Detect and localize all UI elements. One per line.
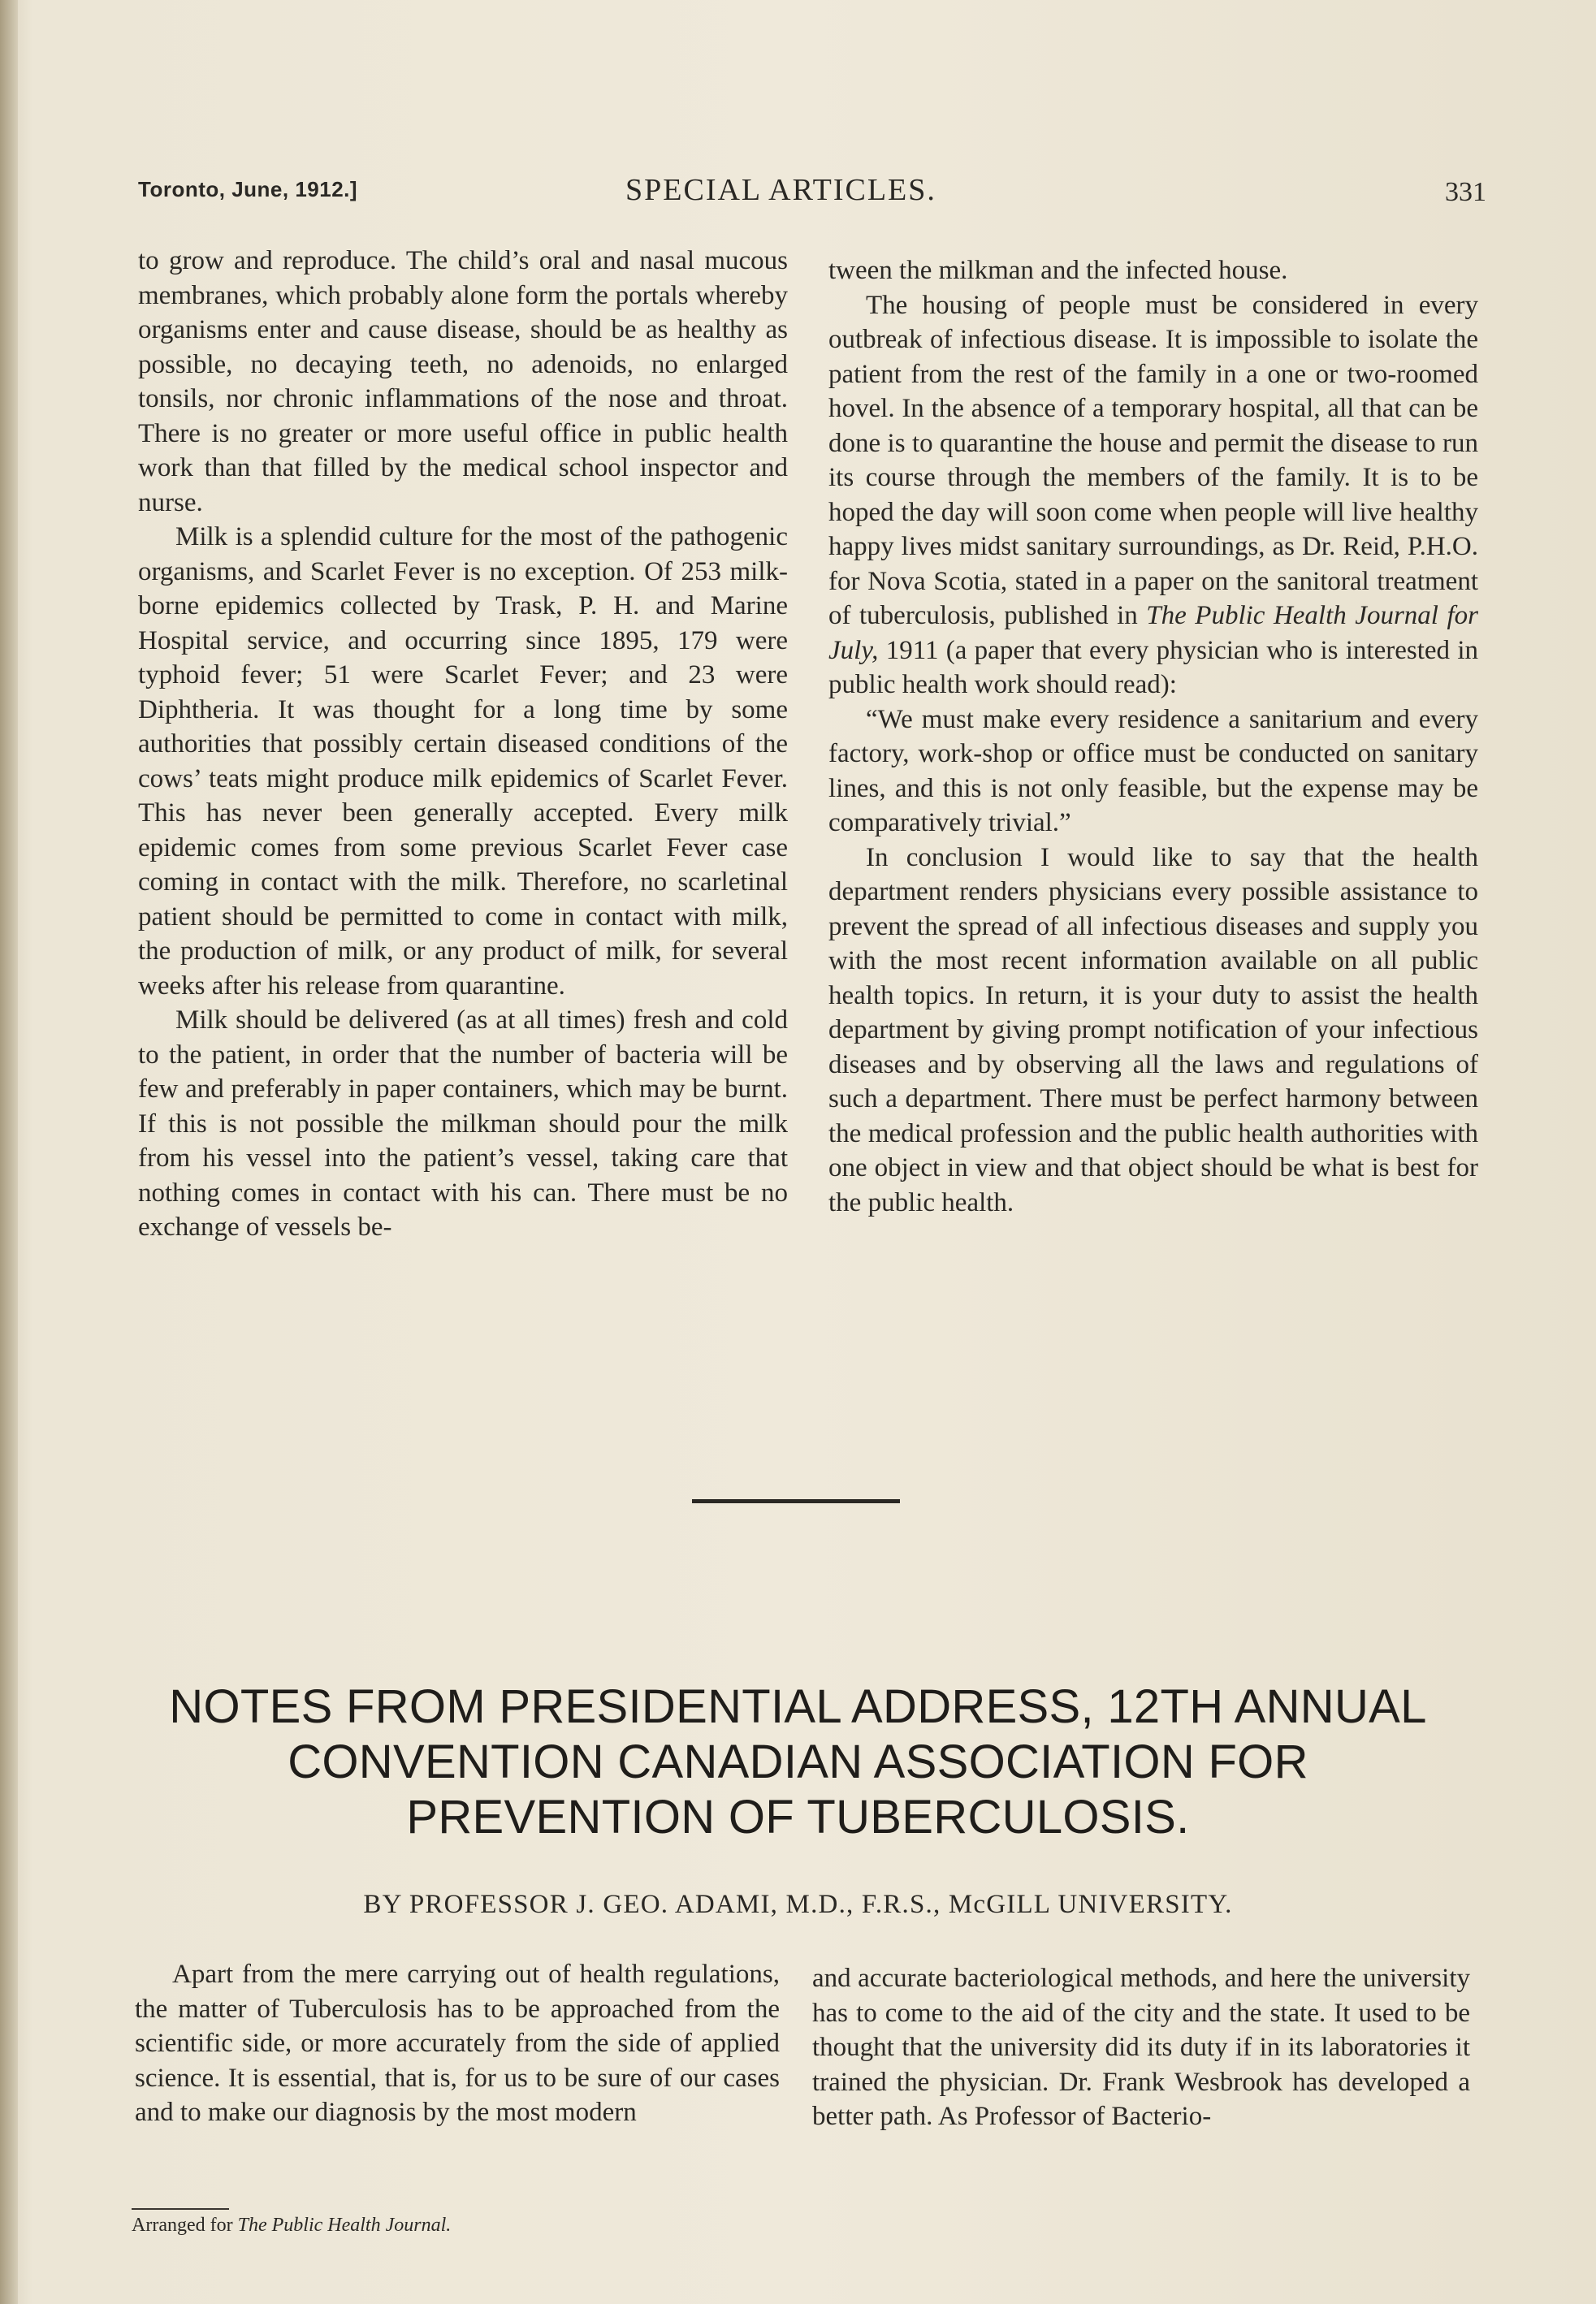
article-left-column <box>135 1957 780 2130</box>
paragraph: In conclusion I would like to say that the health department renders physicians every possible assistance to prevent the spread of all infectious diseases and supply you with the most recent information available on all public health topics. In return, it is your duty to assist the health department by giving prompt notification of your infectious diseases and by observing all the laws and regulations of such a department. There must be perfect harmony between the medical profession and the public health authorities with one object in view and that object should be what is best for the public health. <box>828 842 1478 1217</box>
article-title <box>97 1679 1499 1845</box>
paragraph: to grow and reproduce. The child’s oral and nasal mucous membranes, which probably alone form the portals whereby organisms enter and cause disease, should be as healthy as possible, no decaying teeth, no adenoids, no enlarged tonsils, nor chronic inflammations of the nose and throat. There is no greater or more useful office in public health work than that filled by the medical school inspector and nurse. <box>138 246 788 517</box>
paragraph: tween the milkman and the infected house. <box>828 256 1288 285</box>
paragraph: Milk is a splendid culture for the most of the pathogenic organisms, and Scarlet Fever is no exception. Of 253 milk-borne epidemics collected by Trask, P. H. and Marine Hospital service, and occurring since 1895, 179 were typhoid fever; 51 were Scarlet Fever; and 23 were Diphtheria. It was thought for a long time by some authorities that possibly certain diseased conditions of the cows’ teats might produce milk epidemics of Scarlet Fever. This has never been generally accepted. Every milk epidemic comes from some previous Scarlet Fever case coming in contact with the milk. Therefore, no scarletinal patient should be permitted to come in contact with milk, the production of milk, or any product of milk, for several weeks after his release from quarantine. <box>138 522 788 1001</box>
paragraph <box>828 288 1478 702</box>
previous-article-right-column <box>828 253 1478 1220</box>
paragraph: Apart from the mere carrying out of health regulations, the matter of Tuberculosis has to be approached from the scientific side, or more accurately from the side of applied science. It is essential, that is, for us to be sure of our cases and to make our diagnosis by the most modern <box>135 1960 780 2127</box>
paragraph-text: The housing of people must be considered in every outbreak of infectious disease. It is impossible to isolate the patient from the rest of the family in a one or two-roomed hovel. In the absence of a temporary hospital, all that can be done is to quarantine the house and permit the disease to run its course through the members of the family. It is to be hoped the day will soon come when people will live healthy happy lives midst sanitary surroundings, as Dr. Reid, P.H.O. for Nova Scotia, stated in a paper on the sanitoral treatment of tuberculosis, published in <box>828 290 1478 630</box>
footnote-text: Arranged for <box>132 2215 238 2236</box>
journal-citation: The Public Health Journal for July, <box>828 601 1478 665</box>
byline: BY PROFESSOR J. GEO. ADAMI, M.D., F.R.S., McGILL UNIVERSITY. <box>363 1890 1233 1919</box>
footnote-journal: The Public Health Journal. <box>237 2215 452 2236</box>
article-right-column <box>812 1961 1470 2134</box>
running-head-date: Toronto, June, 1912.] <box>138 177 358 201</box>
quotation: “We must make every residence a sanitarium and every factory, work-shop or office must be conducted on sanitary lines, and this is not only feasible, but the expense may be comparatively trivial.” <box>828 704 1478 837</box>
paragraph-text: 1911 (a paper that every physician who is interested in public health work should read): <box>828 635 1478 699</box>
section-divider <box>692 1499 900 1503</box>
binding-edge <box>0 0 18 2304</box>
footnote-rule <box>132 2208 229 2210</box>
running-head <box>138 172 1486 213</box>
paragraph: Milk should be delivered (as at all times) fresh and cold to the patient, in order that the number of bacteria will be few and preferably in paper containers, which may be burnt. If this is not possible the milkman should pour the milk from his vessel into the patient’s vessel, taking care that nothing comes in contact with his can. There must be no exchange of vessels be- <box>138 1005 788 1242</box>
title-line: PREVENTION OF TUBERCULOSIS. <box>406 1791 1190 1844</box>
running-head-section: SPECIAL ARTICLES. <box>625 173 936 207</box>
title-line: NOTES FROM PRESIDENTIAL ADDRESS, 12TH ANNUAL <box>169 1680 1427 1733</box>
footnote <box>132 2215 451 2237</box>
previous-article-left-column <box>138 244 788 1245</box>
page-number: 331 <box>1445 177 1486 207</box>
title-line: CONVENTION CANADIAN ASSOCIATION FOR <box>288 1736 1308 1788</box>
paragraph: and accurate bacteriological methods, and here the university has to come to the aid of the city and the state. It used to be thought that the university did its duty if in its laboratories it trained the physician. Dr. Frank Wesbrook has developed a better path. As Professor of Bacterio- <box>812 1964 1470 2131</box>
